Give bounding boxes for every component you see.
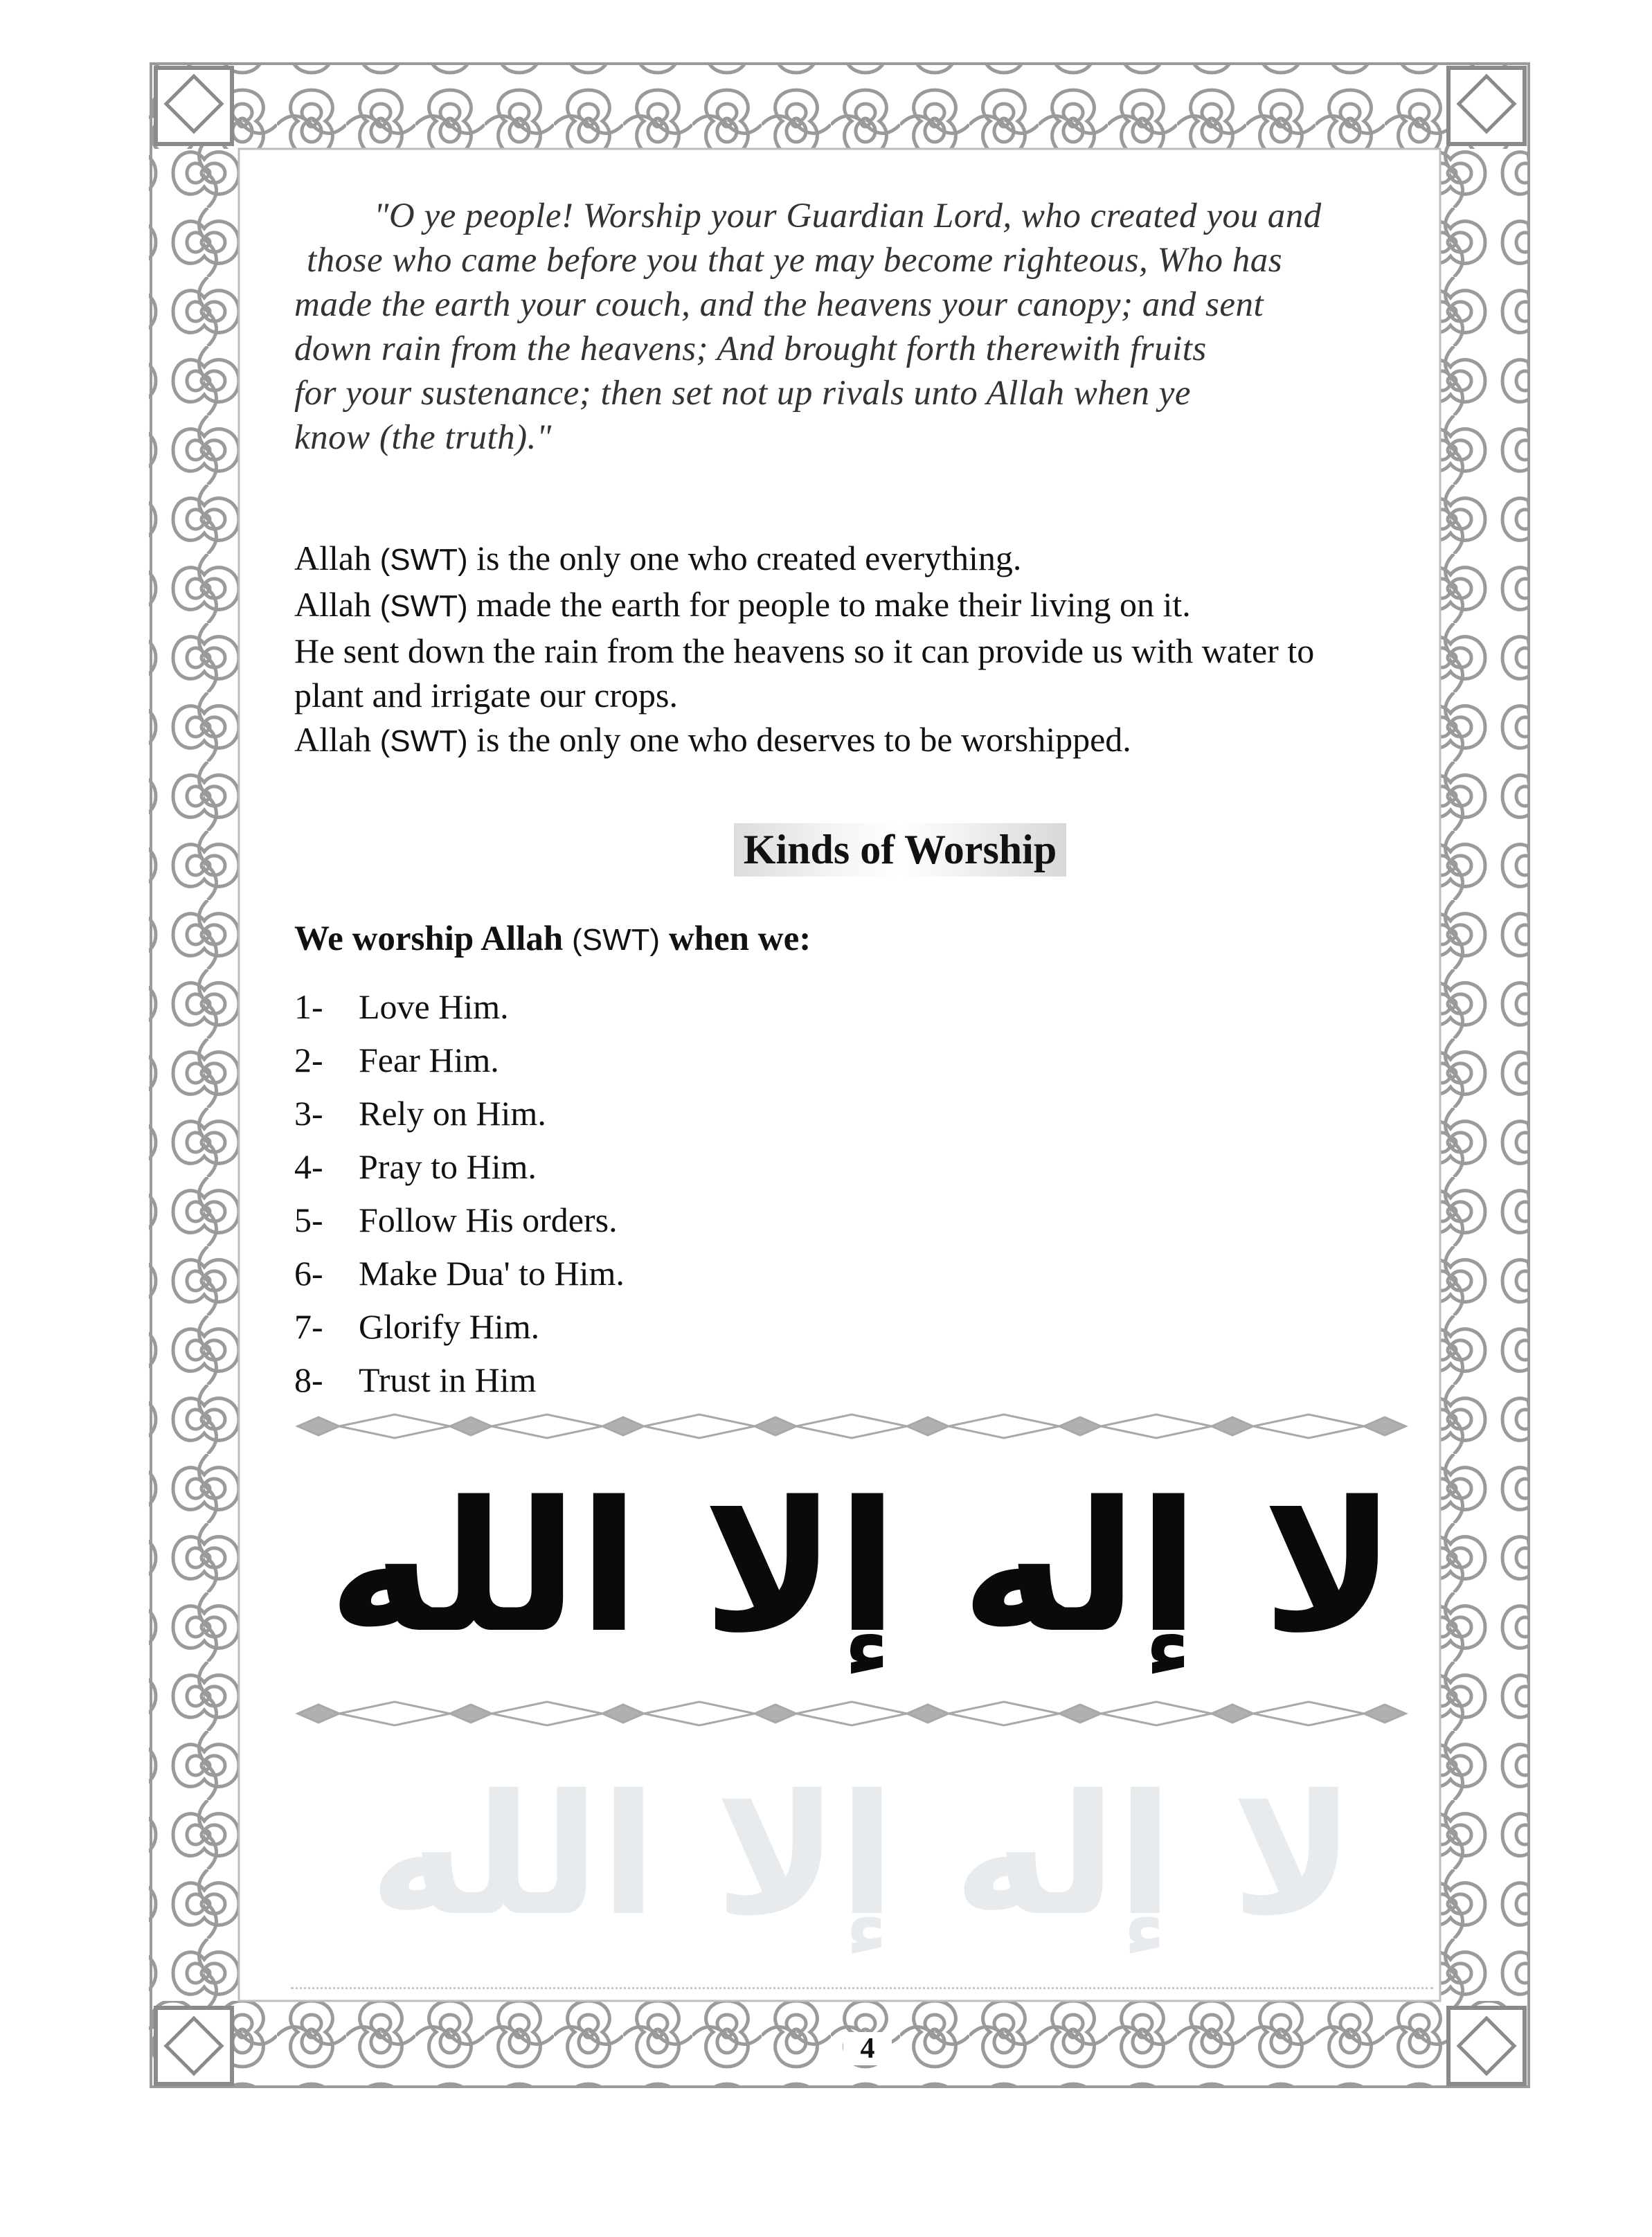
list-item — [294, 1247, 1506, 1300]
list-number: 5- — [294, 1201, 323, 1239]
shahada-calligraphy: لا إله إلا الله — [327, 1464, 1397, 1673]
section-header — [294, 823, 1506, 877]
page-number: 4 — [843, 2032, 892, 2065]
list-number: 8- — [294, 1360, 323, 1399]
list-number: 3- — [294, 1094, 323, 1133]
explanation-paragraph — [294, 536, 1506, 764]
swt-text: (SWT) — [572, 923, 661, 957]
list-text: Follow His orders. — [359, 1201, 618, 1239]
swt-text: (SWT) — [379, 724, 468, 758]
swt-text: (SWT) — [379, 543, 468, 577]
section-title: Kinds of Worship — [734, 823, 1066, 877]
diamond-divider-top — [291, 1409, 1433, 1444]
list-text: Pray to Him. — [359, 1147, 537, 1186]
list-number: 7- — [294, 1307, 323, 1346]
list-item — [294, 1087, 1506, 1140]
body-line — [294, 717, 1506, 764]
list-text: Make Dua' to Him. — [359, 1254, 625, 1293]
quote-line: "O ye people! Worship your Guardian Lord, who created you and — [374, 197, 1322, 235]
body-line — [294, 536, 1506, 582]
body-line — [294, 582, 1506, 629]
list-number: 6- — [294, 1254, 323, 1293]
quote-line: those who came before you that ye may become righteous, Who has — [307, 241, 1283, 280]
list-item — [294, 1354, 1506, 1407]
list-item — [294, 1300, 1506, 1354]
list-item — [294, 1034, 1506, 1087]
quote-line: down rain from the heavens; And brought forth therewith fruits — [294, 330, 1207, 368]
quote-line: made the earth your couch, and the heavens your canopy; and sent — [294, 285, 1264, 324]
list-item — [294, 1194, 1506, 1247]
list-item — [294, 980, 1506, 1034]
quote-line: for your sustenance; then set not up rivals unto Allah when ye — [294, 374, 1191, 413]
text: made the earth for people to make their living on it. — [467, 585, 1191, 624]
text: is the only one who deserves to be worshipped. — [467, 720, 1131, 759]
list-number: 4- — [294, 1147, 323, 1186]
text: is the only one who created everything. — [467, 539, 1022, 577]
list-number: 1- — [294, 987, 323, 1026]
list-item — [294, 1140, 1506, 1194]
quran-quote — [294, 194, 1506, 460]
page-content — [294, 194, 1506, 1418]
body-line: plant and irrigate our crops. — [294, 676, 678, 715]
list-number: 2- — [294, 1041, 323, 1079]
list-text: Fear Him. — [359, 1041, 499, 1079]
list-intro — [294, 917, 1506, 962]
text: Allah — [294, 585, 380, 624]
body-line: He sent down the rain from the heavens so it can provide us with water to — [294, 631, 1315, 670]
text: We worship Allah — [294, 919, 573, 958]
worship-list — [294, 980, 1506, 1407]
list-text: Rely on Him. — [359, 1094, 546, 1133]
shahada-watermark: لا إله إلا الله — [368, 1759, 1356, 1952]
diamond-divider-bottom — [291, 1696, 1433, 1731]
dotted-divider — [291, 1987, 1433, 1989]
text: Allah — [294, 539, 380, 577]
list-text: Glorify Him. — [359, 1307, 540, 1346]
text: Allah — [294, 720, 380, 759]
text: when we: — [660, 919, 811, 958]
quote-line: know (the truth)." — [294, 418, 552, 457]
list-text: Trust in Him — [359, 1360, 537, 1399]
swt-text: (SWT) — [379, 589, 468, 623]
list-text: Love Him. — [359, 987, 509, 1026]
